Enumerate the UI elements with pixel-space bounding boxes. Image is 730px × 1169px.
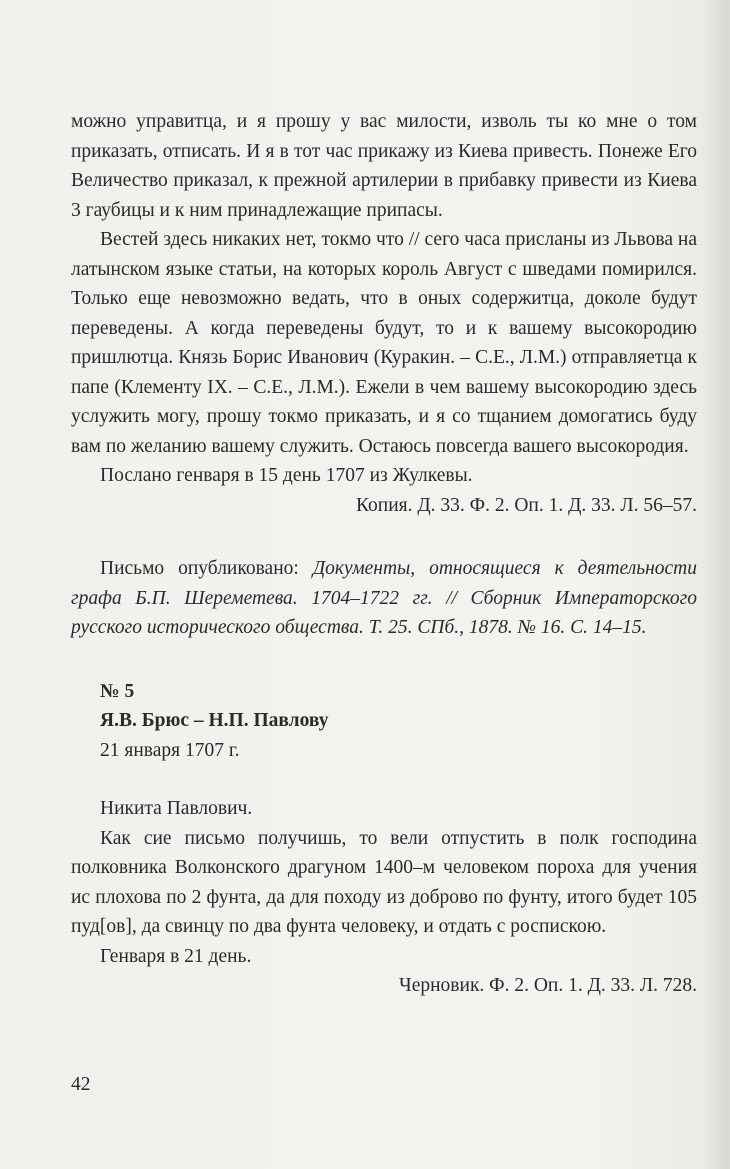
- spacer: [71, 643, 697, 677]
- document-title: Я.В. Брюс – Н.П. Павлову: [100, 710, 329, 731]
- letter5-source-reference: Черновик. Ф. 2. Оп. 1. Д. 33. Л. 728.: [399, 975, 697, 996]
- document-number: № 5: [100, 680, 135, 702]
- letter4-publication-note: [71, 554, 697, 643]
- letter5-closing-date: Генваря в 21 день.: [100, 945, 252, 967]
- letter5-salutation: Никита Павлович.: [100, 798, 253, 819]
- letter5-body: Как сие письмо получишь, то вели отпустить в полк господина полковника Волконского драгуном 1400–м человеком пороха для учения ис плохова по 2 фунта, да для походу из доброво по фунту, итого будет 105 пуд[ов], да свинцу по два фунта человеку, и отдать с роспискою.: [71, 827, 697, 937]
- publication-label: Письмо опубликовано:: [100, 558, 313, 579]
- spacer: [71, 520, 697, 554]
- letter4-paragraph-2: Вестей здесь никаких нет, токмо что // сего часа присланы из Львова на латынском языке статьи, на которых король Август с шведами помирился. Только еще невозможно ведать, что в оных содержитца, доколе будут переведены. А когда переведены будут, то и к вашему высокородию пришлютца. Князь Борис Иванович (Куракин. – С.Е., Л.М.) отправляетца к папе (Клементу IX. – С.Е., Л.М.). Ежели в чем вашему высокородию здесь услужить могу, прошу токмо приказать, и я со тщанием домогатись буду вам по желанию вашему служить. Остаюсь повсегда вашего высокородия.: [71, 229, 697, 457]
- letter4-dispatch-note: Послано генваря в 15 день 1707 из Жулкевы.: [100, 465, 473, 486]
- letter4-source-reference: Копия. Д. 33. Ф. 2. Оп. 1. Д. 33. Л. 56–57.: [355, 494, 697, 516]
- publication-reference: Документы, относящиеся к деятельности графа Б.П. Шереметева. 1704–1722 гг. // Сборник Императорского русского исторического общества. Т. 25. СПб., 1878. № 16. С. 14–15.: [71, 558, 697, 638]
- page-text: [71, 107, 697, 1001]
- spacer: [71, 765, 697, 794]
- document-date: 21 января 1707 г.: [100, 739, 240, 761]
- letter4-paragraph-1: можно управитца, и я прошу у вас милости, изволь ты ко мне о том приказать, отписать. И я в тот час прикажу из Киева привесть. Понеже Его Величество приказал, к прежной артилерии в прибавку привести из Киева 3 гаубицы и к ним принадлежащие припасы.: [71, 111, 697, 221]
- page-number: 42: [71, 1074, 91, 1095]
